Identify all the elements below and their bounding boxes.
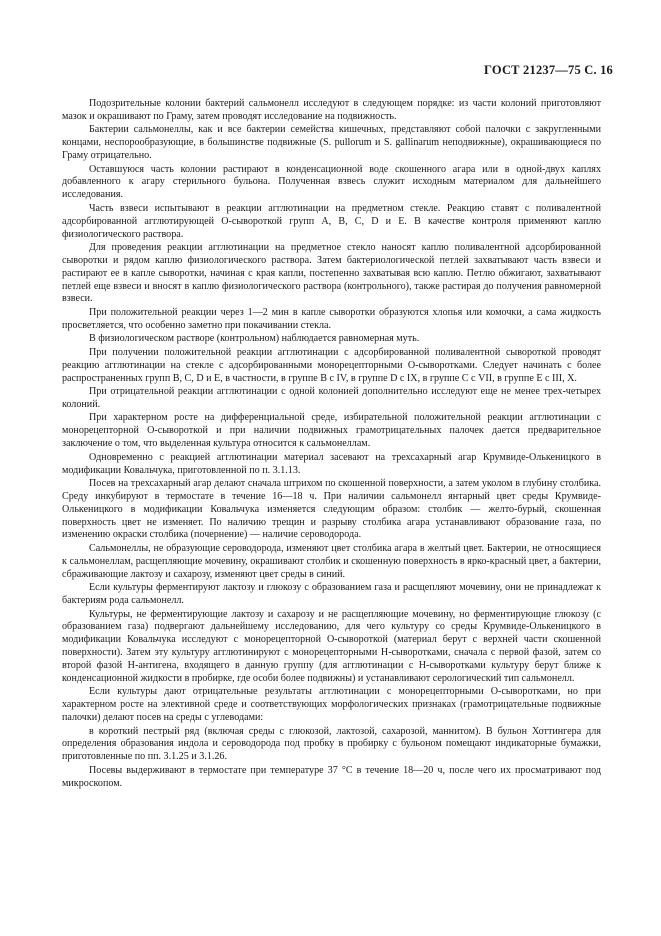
document-body [62, 98, 601, 791]
paragraph: Одновременно с реакцией агглютинации материал засевают на трехсахарный агар Крумвиде-Олькеницкого в модификации Ковальчука, приготовленной по п. 3.1.13. [62, 451, 601, 476]
paragraph: Сальмонеллы, не образующие сероводорода, изменяют цвет столбика агара в желтый цвет. Бактерии, не относящиеся к сальмонеллам, расщепляющие мочевину, окрашивают столбик и скошенную поверхность в ярко-красный цвет, а бактерии, сбраживающие лактозу и сахарозу, изменяют цвет среды в синий. [62, 542, 601, 580]
paragraph: Если культуры ферментируют лактозу и глюкозу с образованием газа и расщепляют мочевину, они не принадлежат к бактериям рода сальмонелл. [62, 582, 601, 606]
paragraph: При получении положительной реакции агглютинации с адсорбированной поливалентной сывороткой проводят реакцию агглютинации на стекле с адсорбированными монорецепторными О-сыворотками. Следует начинать с более распространенных групп В, С, D и Е, в частности, в группе В с IV, в группе D с IX, в группе С с VII, в группе Е с III, X. [62, 346, 601, 384]
paragraph: В физиологическом растворе (контрольном) наблюдается равномерная муть. [89, 333, 420, 345]
paragraph: Посевы выдерживают в термостате при температуре 37 °С в течение 18—20 ч, после чего их просматривают под микроскопом. [62, 764, 601, 789]
paragraph: Оставшуюся часть колонии растирают в конденсационной воде скошенного агара или в одной-двух каплях добавленного к агару стерильного бульона. Полученная взвесь служит исходным материалом для дальнейшего исследования. [62, 163, 601, 201]
standard-header: ГОСТ 21237—75 С. 16 [484, 63, 613, 77]
paragraph: При положительной реакции через 1—2 мин в капле сыворотки образуются хлопья или комочки, а сама жидкость просветляется, что особенно заметно при покачивании стекла. [62, 306, 601, 331]
paragraph: Культуры, не ферментирующие лактозу и сахарозу и не расщепляющие мочевину, но ферментирующие глюкозу (с образованием газа) подвергают дальнейшему исследованию, для чего культуру со среды Крумвиде-Олькеницкого в модификации Ковальчука исследуют с монорецепторной О-сывороткой (материал берут с верхней части скошенной поверхности). Затем эту культуру агглютинируют с монорецепторными Н-сыворотками, сначала с первой фазой, затем со второй фазой Н-антигена, входящего в данную группу (для агглютинации с Н-сыворотками культуру берут ближе к конденсационной жидкости в пробирке, где особи более подвижны) и устанавливают серологический тип сальмонелл. [62, 608, 601, 684]
paragraph: Посев на трехсахарный агар делают сначала штрихом по скошенной поверхности, а затем уколом в глубину столбика. Среду инкубируют в термостате в течение 16—18 ч. При наличии сальмонелл янтарный цвет среды Крумвиде-Олькеницкого в модификации Ковальчука изменяется следующим образом: столбик — желто-бурый, скошенная поверхность цвет не изменяет. По наличию трещин и разрыву столбика агара устанавливают образование газа, по изменению окраски столбика (почернение) — наличие сероводорода. [62, 478, 601, 541]
paragraph: Подозрительные колонии бактерий сальмонелл исследуют в следующем порядке: из части колоний приготовляют мазок и окрашивают по Граму, затем проводят исследование на подвижность. [62, 98, 601, 122]
paragraph: При характерном росте на дифференциальной среде, избирательной положительной реакции агглютинации с монорецепторной О-сывороткой и при наличии подвижных грамотрицательных палочек дается предварительное заключение о том, что выделенная культура относится к сальмонеллам. [62, 412, 601, 450]
paragraph: Часть взвеси испытывают в реакции агглютинации на предметном стекле. Реакцию ставят с поливалентной адсорбированной агглютирующей О-сывороткой групп А, В, С, D и Е. В качестве контроля применяют каплю физиологического раствора. [62, 202, 601, 240]
paragraph: Если культуры дают отрицательные результаты агглютинации с монорецепторными О-сыворотками, но при характерном росте на элективной среде и соответствующих морфологических признаках (грамотрицательные подвижные палочки) делают посев на среды с углеводами: [62, 686, 601, 723]
paragraph: При отрицательной реакции агглютинации с одной колонией дополнительно исследуют еще не менее трех-четырех колоний. [62, 386, 601, 410]
paragraph: Бактерии сальмонеллы, как и все бактерии семейства кишечных, представляют собой палочки с закругленными концами, неспорообразующие, в большинстве подвижные (S. pullorum и S. gallinarum неподвижные), окрашивающиеся по Граму отрицательно. [62, 124, 601, 162]
paragraph: в короткий пестрый ряд (включая среды с глюкозой, лактозой, сахарозой, маннитом). В бульон Хоттингера для определения образования индола и сероводорода под пробку в пробирку с бульоном помещают индикаторные бумажки, приготовленные по пп. 3.1.25 и 3.1.26. [62, 725, 601, 763]
paragraph: Для проведения реакции агглютинации на предметное стекло наносят каплю поливалентной адсорбированной сыворотки и рядом каплю физиологического раствора. Затем бактериологической петлей захватывают часть взвеси и растирают ее в капле сыворотки, начиная с края капли, постепенно захватывая всю каплю. Петлю обжигают, захватывают петлей еще взвеси и вносят в каплю физиологического раствора (контрольного), также растирая до получения равномерной взвеси. [62, 242, 601, 305]
